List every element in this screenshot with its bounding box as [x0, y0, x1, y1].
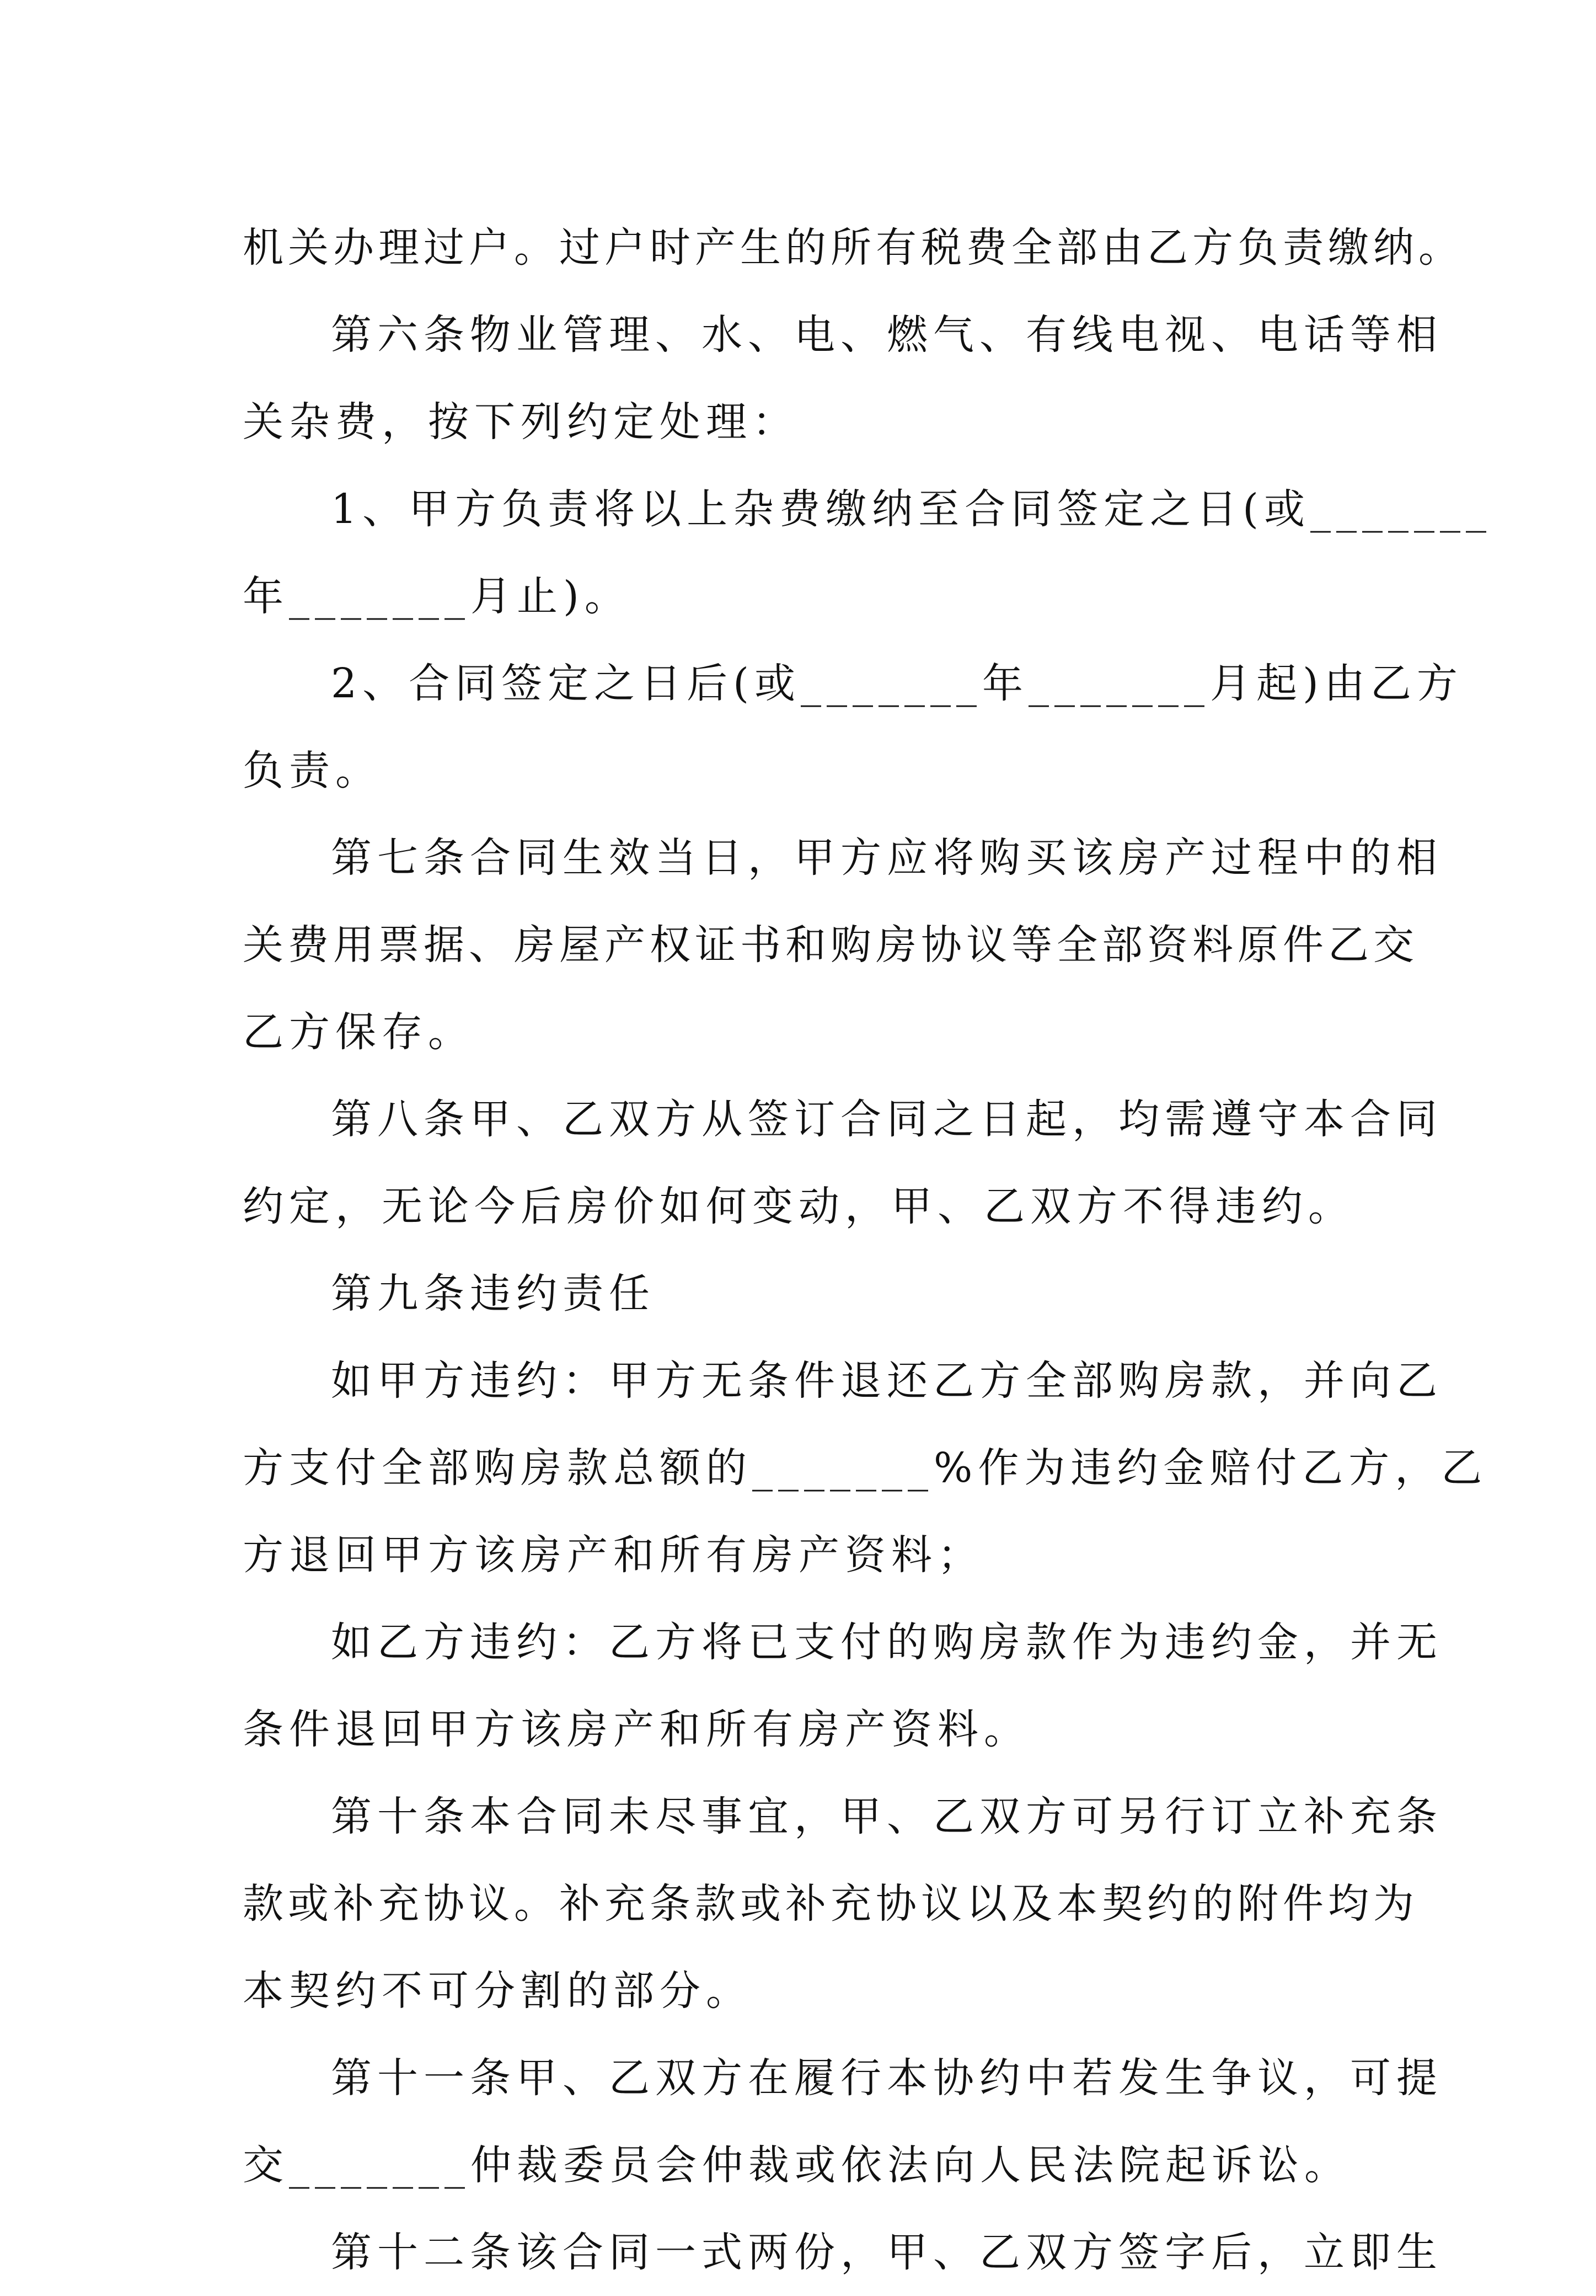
text-line: 款或补充协议。补充条款或补充协议以及本契约的附件均为: [243, 1880, 1418, 1927]
text-line: 第十二条该合同一式两份，甲、乙双方签字后，立即生: [331, 2229, 1443, 2276]
text-line: 约定，无论今后房价如何变动，甲、乙双方不得违约。: [243, 1183, 1354, 1230]
text-line: 年_______月止)。: [243, 573, 631, 620]
text-line: 第六条物业管理、水、电、燃气、有线电视、电话等相: [331, 311, 1443, 359]
text-line: 交_______仲裁委员会仲裁或依法向人民法院起诉讼。: [243, 2142, 1351, 2189]
text-line: 第七条合同生效当日，甲方应将购买该房产过程中的相: [331, 834, 1443, 882]
text-line: 乙方保存。: [243, 1008, 474, 1056]
text-line: 第八条甲、乙双方从签订合同之日起，均需遵守本合同: [331, 1096, 1443, 1143]
text-line: 第十条本合同未尽事宜，甲、乙双方可另行订立补充条: [331, 1793, 1443, 1840]
text-line: 机关办理过户。过户时产生的所有税费全部由乙方负责缴纳。: [243, 224, 1464, 271]
text-line: 方支付全部购房款总额的_______%作为违约金赔付乙方，乙: [243, 1444, 1488, 1492]
text-line: 如乙方违约：乙方将已支付的购房款作为违约金，并无: [331, 1619, 1443, 1666]
text-line: 1、甲方负责将以上杂费缴纳至合同签定之日(或_______: [331, 485, 1492, 533]
text-line: 2、合同签定之日后(或_______年_______月起)由乙方: [331, 660, 1463, 707]
text-line: 如甲方违约：甲方无条件退还乙方全部购房款，并向乙: [331, 1357, 1443, 1405]
text-line: 本契约不可分割的部分。: [243, 1967, 752, 2015]
text-line: 第九条违约责任: [331, 1270, 655, 1317]
text-line: 关杂费，按下列约定处理：: [243, 398, 799, 446]
text-line: 条件退回甲方该房产和所有房产资料。: [243, 1706, 1030, 1753]
contract-body: [243, 204, 1492, 2296]
text-line: 负责。: [243, 747, 382, 794]
text-line: 关费用票据、房屋产权证书和购房协议等全部资料原件乙交: [243, 921, 1418, 969]
text-line: 第十一条甲、乙双方在履行本协约中若发生争议，可提: [331, 2054, 1443, 2102]
text-line: 方退回甲方该房产和所有房产资料；: [243, 1531, 984, 1579]
